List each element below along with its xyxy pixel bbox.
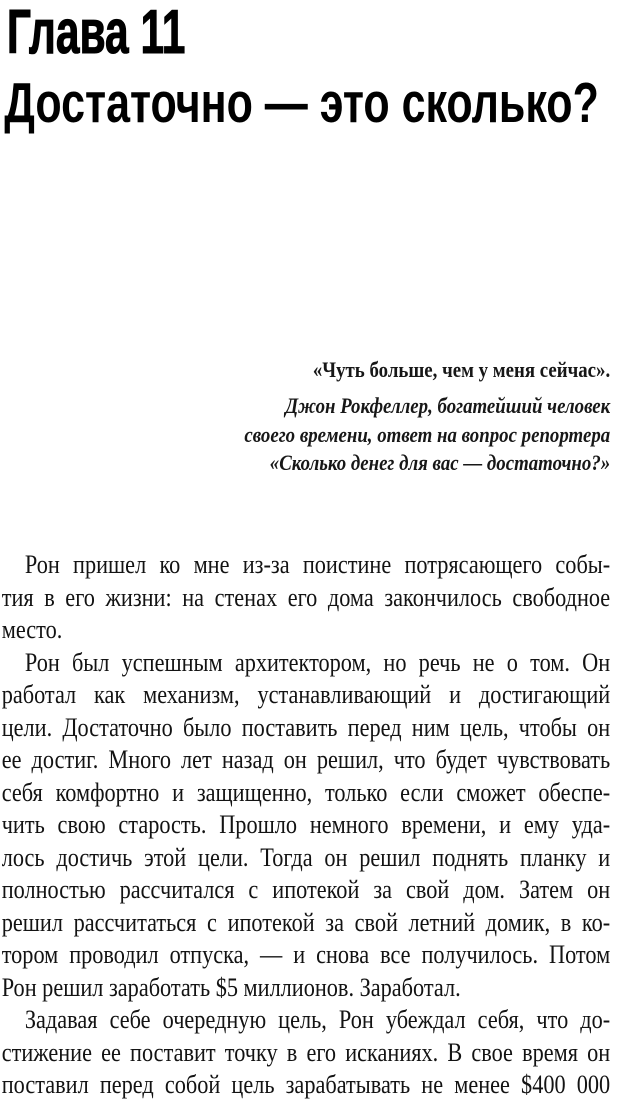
body-line: цели. Достаточно было поставить перед ним цель, чтобы он — [1, 712, 611, 742]
page-title-text: Достаточно — это сколько? — [4, 71, 599, 135]
body-line: решил рассчитаться с ипотекой за свой летний домик, в ко- — [1, 907, 611, 937]
body-line: тия в его жизни: на стенах его дома закончилось свободное — [1, 582, 611, 612]
chapter-heading-text: Глава 11 — [6, 0, 186, 67]
body-line: Рон был успешным архитектором, но речь не о том. Он — [24, 647, 611, 677]
body-line: тором проводил отпуска, — и снова все получилось. Потом — [1, 940, 611, 969]
epigraph-attribution-line: своего времени, ответ на вопрос репортера — [244, 421, 611, 447]
body-line: лось достичь этой цели. Тогда он решил поднять планку и — [1, 842, 611, 872]
chapter-heading — [7, 0, 230, 66]
epigraph-quote: «Чуть больше, чем у меня сейчас». — [312, 357, 611, 382]
body-line: Рон решил заработать $5 миллионов. Заработал. — [1, 972, 461, 1002]
body-line: стижение ее поставит точку в его исканиях. В свое время он — [1, 1037, 611, 1067]
body-line: Задавая себе очередную цель, Рон убеждал себя, что до- — [24, 1005, 611, 1034]
body-line: Рон пришел ко мне из-за поистине потрясающего собы- — [24, 550, 611, 579]
body-line: ее достиг. Много лет назад он решил, что будет чувствовать — [1, 745, 611, 774]
epigraph-attribution-line: «Сколько денег для вас — достаточно?» — [269, 450, 611, 475]
body-text — [2, 549, 610, 1102]
body-line: чить свою старость. Прошло немного времени, и ему уда- — [1, 810, 611, 839]
body-line: место. — [1, 615, 63, 644]
body-line: поставил перед собой цель зарабатывать не менее $400 000 — [1, 1070, 611, 1099]
body-line: полностью рассчитался с ипотекой за свой дом. Затем он — [1, 875, 611, 904]
epigraph-attribution — [0, 392, 610, 478]
body-line: себя комфортно и защищенно, только если сможет обеспе- — [1, 777, 611, 807]
page-title — [4, 72, 620, 134]
epigraph-attribution-line: Джон Рокфеллер, богатейший человек — [285, 393, 611, 418]
body-line: работал как механизм, устанавливающий и достигающий — [1, 680, 611, 709]
